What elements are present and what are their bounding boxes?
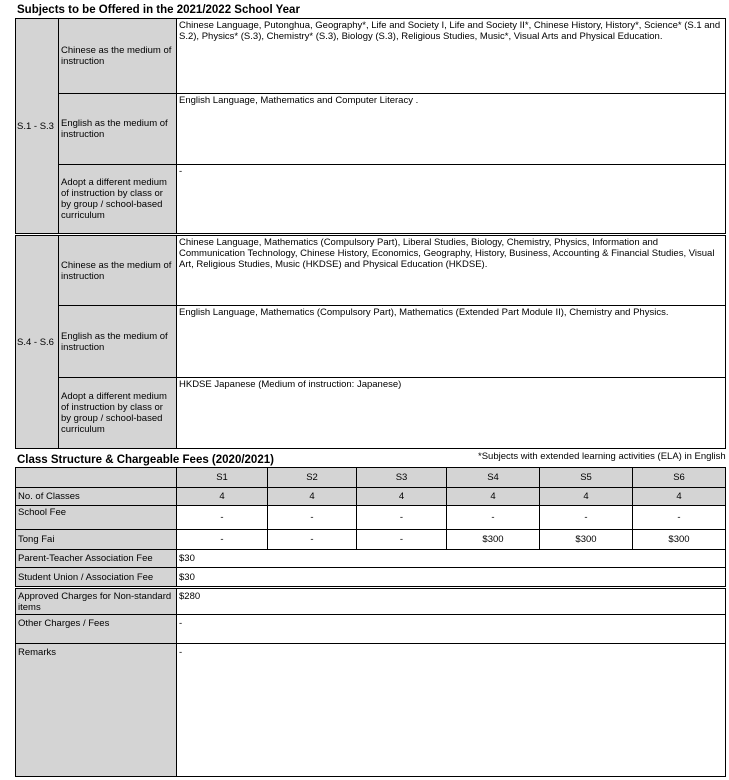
fees-col-s4: S4 (446, 467, 540, 488)
school-fee-label: School Fee (15, 505, 177, 530)
school-fee-s2: - (267, 505, 357, 530)
subjects-other-senior: HKDSE Japanese (Medium of instruction: Japanese) (176, 377, 726, 449)
subjects-title: Subjects to be Offered in the 2021/2022 School Year (17, 4, 300, 16)
fees-col-s5: S5 (539, 467, 633, 488)
classes-s3: 4 (356, 487, 447, 506)
medium-english-senior: English as the medium of instruction (58, 305, 177, 378)
other-value: - (176, 614, 726, 644)
subjects-english-junior: English Language, Mathematics and Computer Literacy . (176, 93, 726, 165)
other-label: Other Charges / Fees (15, 614, 177, 644)
subjects-english-senior: English Language, Mathematics (Compulsory Part), Mathematics (Extended Part Module II), Chemistry and Physics. (176, 305, 726, 378)
classes-s5: 4 (539, 487, 633, 506)
pta-value: $30 (176, 549, 726, 568)
school-fee-s5: - (539, 505, 633, 530)
pta-label: Parent-Teacher Association Fee (15, 549, 177, 568)
subjects-chinese-senior: Chinese Language, Mathematics (Compulsory Part), Liberal Studies, Biology, Chemistry, Physics, Information and Communication Technology, Chinese History, Economics, Geography, History, Business, Accounting & Financial Studies, Visual Art, Religious Studies, Music (HKDSE) and Physical Education (HKDSE). (176, 235, 726, 306)
fees-col-s2: S2 (267, 467, 357, 488)
school-fee-s4: - (446, 505, 540, 530)
tong-fai-s3: - (356, 529, 447, 550)
tong-fai-s6: $300 (632, 529, 726, 550)
ela-note: *Subjects with extended learning activities (ELA) in English (478, 451, 726, 462)
tong-fai-s5: $300 (539, 529, 633, 550)
tong-fai-s2: - (267, 529, 357, 550)
su-label: Student Union / Association Fee (15, 567, 177, 587)
tong-fai-label: Tong Fai (15, 529, 177, 550)
school-fee-s3: - (356, 505, 447, 530)
tong-fai-s4: $300 (446, 529, 540, 550)
level-senior: S.4 - S.6 (15, 235, 59, 449)
school-fee-s1: - (176, 505, 268, 530)
fees-col-s6: S6 (632, 467, 726, 488)
classes-s6: 4 (632, 487, 726, 506)
classes-s2: 4 (267, 487, 357, 506)
subjects-chinese-junior: Chinese Language, Putonghua, Geography*, Life and Society I, Life and Society II*, Chinese History, History*, Science* (S.1 and S.2), Physics* (S.3), Chemistry* (S.3), Biology (S.3), Religious Studies, Music*, Visual Arts and Physical Education. (176, 18, 726, 94)
medium-other-junior: Adopt a different medium of instruction by class or by group / school-based curriculum (58, 164, 177, 234)
remarks-label: Remarks (15, 643, 177, 777)
su-value: $30 (176, 567, 726, 587)
approved-label: Approved Charges for Non-standard items (15, 588, 177, 615)
classes-label: No. of Classes (15, 487, 177, 506)
fees-col-s1: S1 (176, 467, 268, 488)
medium-chinese-senior: Chinese as the medium of instruction (58, 235, 177, 306)
medium-chinese-junior: Chinese as the medium of instruction (58, 18, 177, 94)
fees-title: Class Structure & Chargeable Fees (2020/2021) (17, 454, 274, 466)
fees-col-s3: S3 (356, 467, 447, 488)
subjects-other-junior: - (176, 164, 726, 234)
medium-english-junior: English as the medium of instruction (58, 93, 177, 165)
school-fee-s6: - (632, 505, 726, 530)
approved-value: $280 (176, 588, 726, 615)
tong-fai-s1: - (176, 529, 268, 550)
classes-s1: 4 (176, 487, 268, 506)
classes-s4: 4 (446, 487, 540, 506)
remarks-value: - (176, 643, 726, 777)
fees-header-corner (15, 467, 177, 488)
medium-other-senior: Adopt a different medium of instruction by class or by group / school-based curriculum (58, 377, 177, 449)
level-junior: S.1 - S.3 (15, 18, 59, 234)
